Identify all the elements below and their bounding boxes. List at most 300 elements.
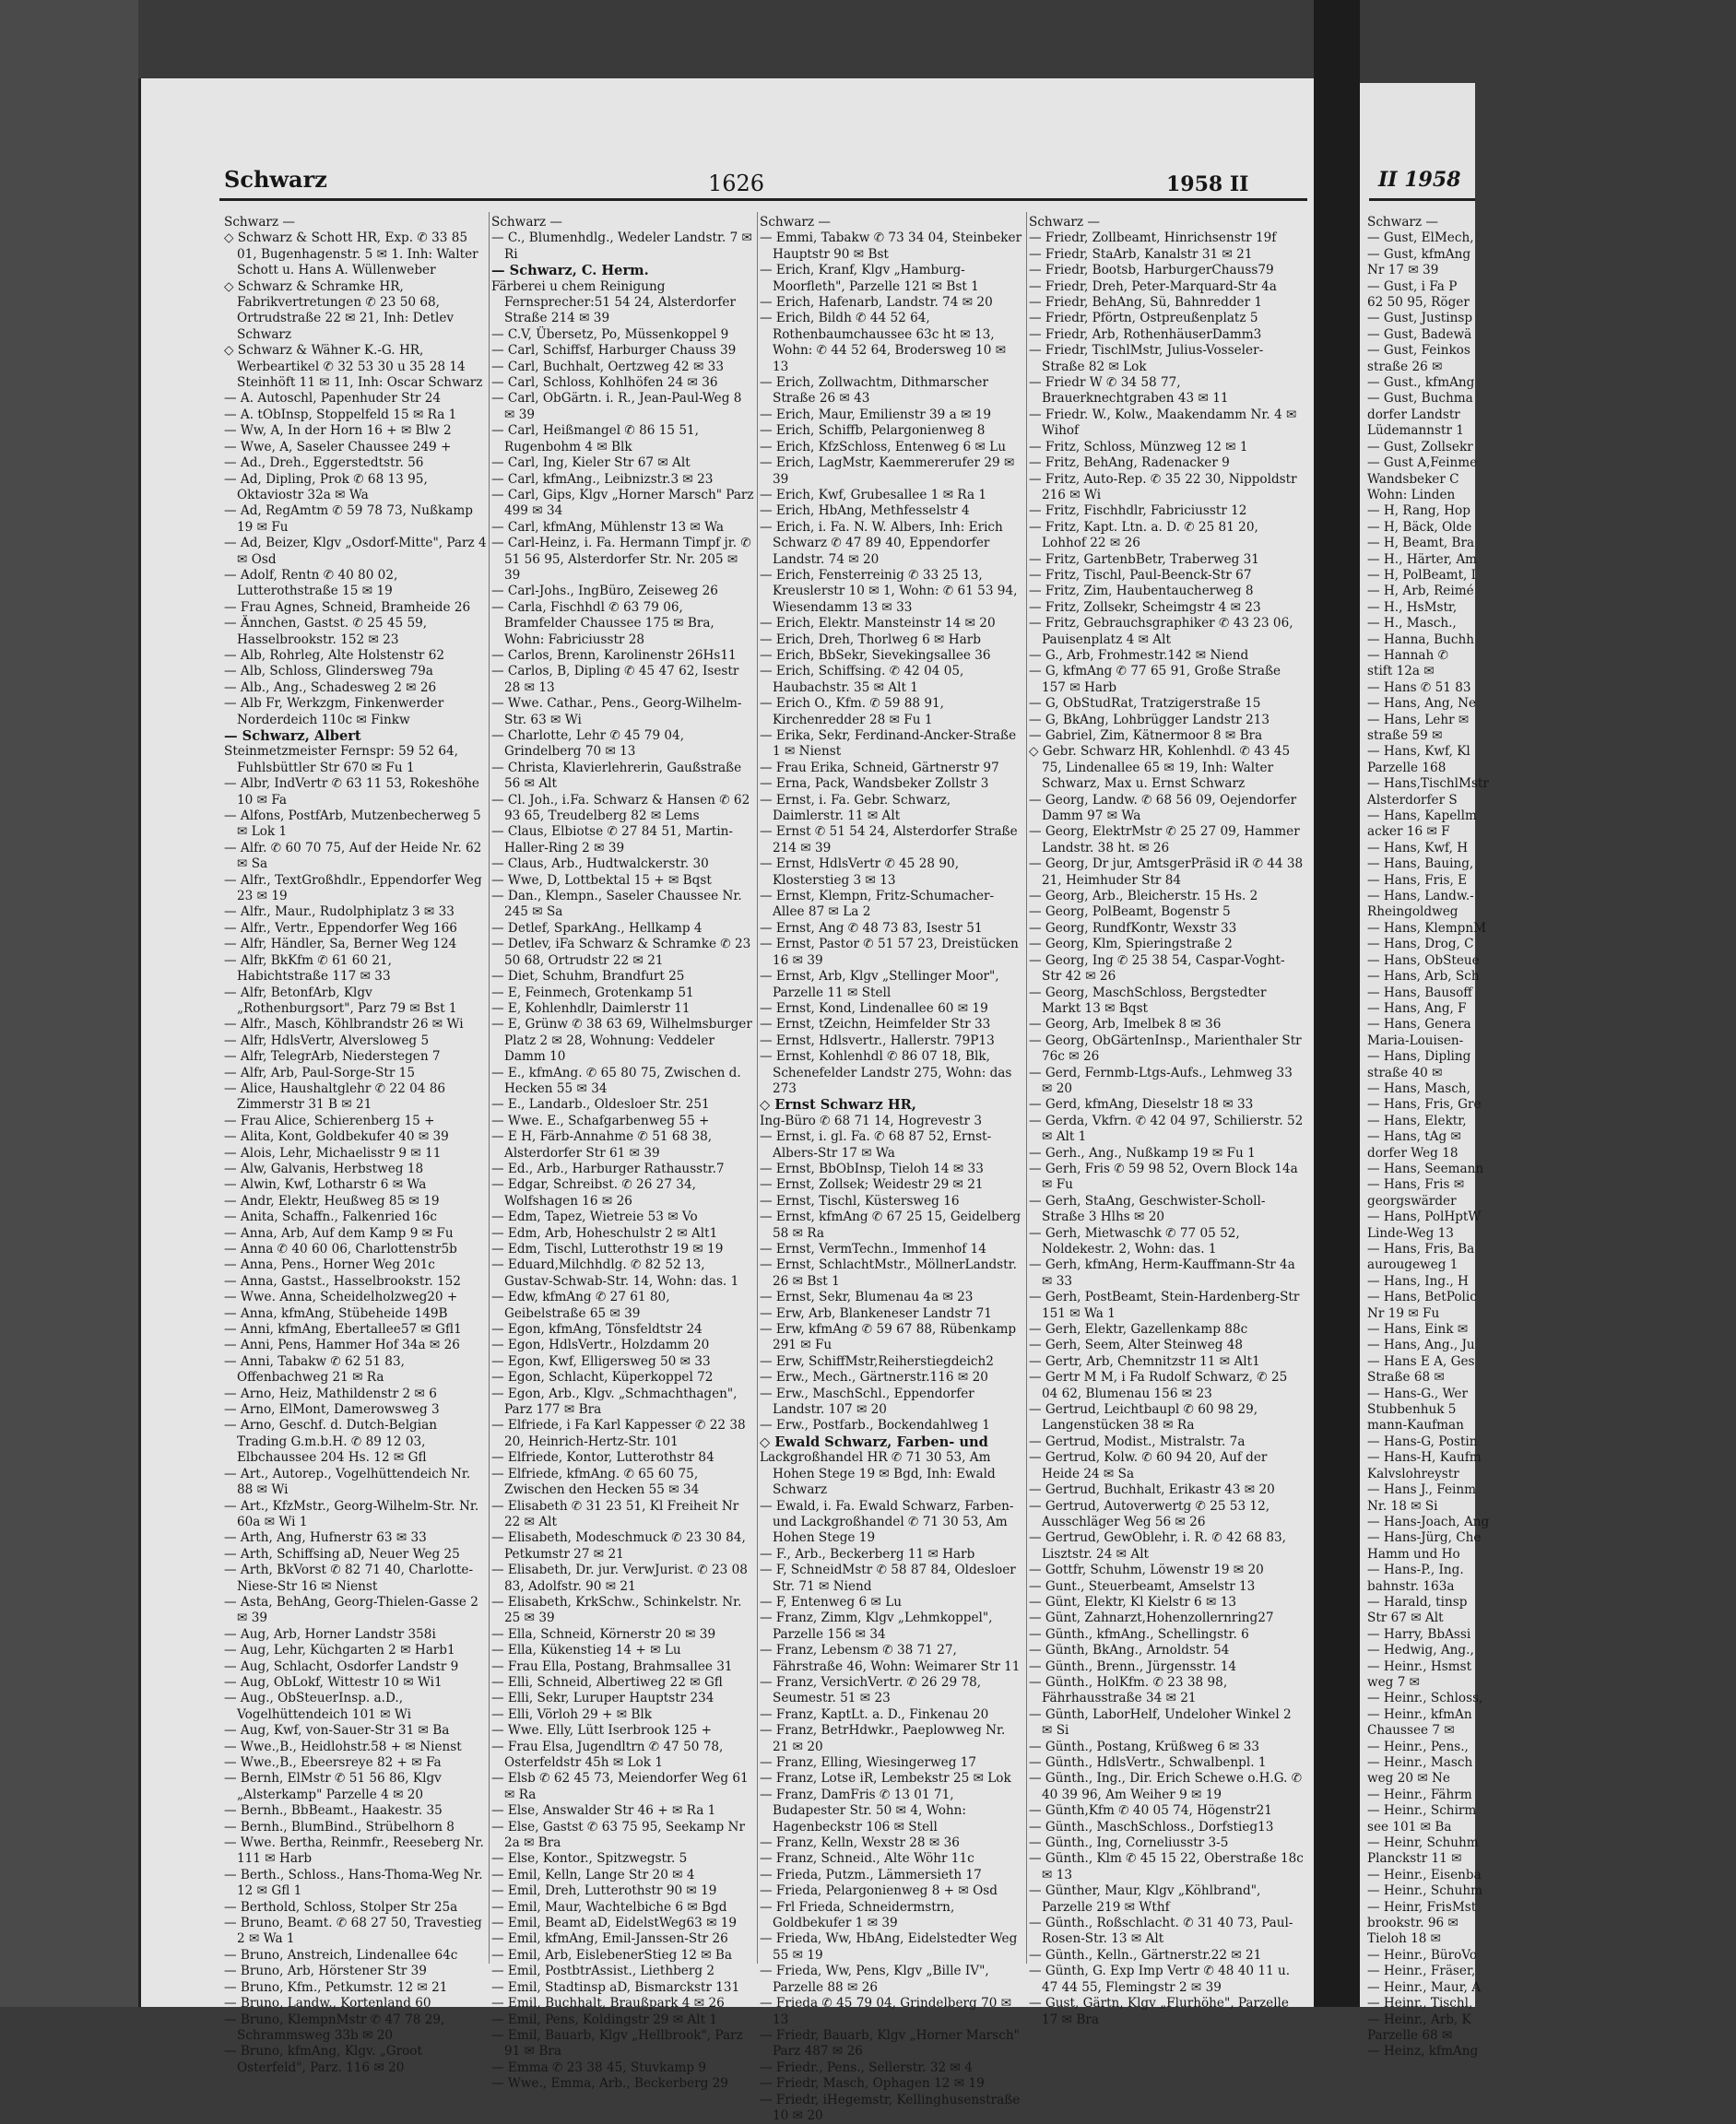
facing-page-line: — H, Bäck, Olde (1367, 519, 1472, 535)
directory-entry: — Aug, Kwf, von-Sauer-Str 31 ✉ Ba (224, 1723, 450, 1739)
directory-entry: — Wwe. Elly, Lütt Iserbrook 125 + (491, 1723, 713, 1739)
directory-entry: — Else, Gastst ✆ 63 75 95, Seekamp Nr 2a ✉ Bra (491, 1819, 745, 1851)
directory-entry: — G, kfmAng ✆ 77 65 91, Große Straße 157 ✉ Harb (1029, 664, 1281, 695)
facing-page-line: Stubbenhuk 5 (1367, 1402, 1457, 1418)
directory-entry: — Egon, Schlacht, Küperkoppel 72 (491, 1370, 714, 1386)
directory-entry: — Günth., MaschSchloss., Dorfstieg13 (1029, 1819, 1274, 1835)
directory-entry: — Gertr M M, i Fa Rudolf Schwarz, ✆ 25 04 62, Blumenau 156 ✉ 23 (1029, 1370, 1288, 1401)
directory-entry: ◇ Schwarz & Schramke HR, Fabrikvertretungen ✆ 23 50 68, Ortrudstraße 22 ✉ 21, Inh: Detlev Schwarz (224, 278, 455, 342)
directory-entry: — Bruno, Anstreich, Lindenallee 64c (224, 1947, 458, 1963)
directory-entry: — Alfr., Maur., Rudolphiplatz 3 ✉ 33 (224, 904, 455, 920)
directory-entry: — Friedr, TischlMstr, Julius-Vosseler-Straße 82 ✉ Lok (1029, 343, 1264, 374)
facing-page-line: Planckstr 11 ✉ (1367, 1851, 1462, 1867)
facing-page-line: weg 7 ✉ (1367, 1674, 1421, 1690)
facing-page-line: acker 16 ✉ F (1367, 824, 1450, 840)
directory-entry: — Friedr W ✆ 34 58 77, Brauerknechtgraben 43 ✉ 11 (1029, 375, 1229, 407)
directory-entry: — Alb, Rohrleg, Alte Holstenstr 62 (224, 647, 445, 663)
directory-entry: Lackgroßhandel HR ✆ 71 30 53, Am Hohen Stege 19 ✉ Bgd, Inh: Ewald Schwarz (760, 1450, 996, 1498)
directory-entry: — Elisabeth, KrkSchw., Schinkelstr. Nr. 25 ✉ 39 (491, 1594, 742, 1626)
directory-entry: — Alfons, PostfArb, Mutzenbecherweg 5 ✉ Lok 1 (224, 808, 481, 840)
directory-entry: — Alfr., Vertr., Eppendorfer Weg 166 (224, 920, 457, 936)
directory-entry: — Alb Fr, Werkzgm, Finkenwerder Norderdeich 110c ✉ Finkw (224, 696, 444, 727)
facing-page-line: dorfer Landstr (1367, 407, 1460, 422)
directory-entry: — Wwe. Anna, Scheidelholzweg20 + (224, 1290, 458, 1305)
facing-page-line: — H., HsMstr, (1367, 599, 1458, 615)
facing-page-line: — Hannah ✆ (1367, 647, 1448, 663)
directory-entry: — Gabriel, Zim, Kätnermoor 8 ✉ Bra (1029, 728, 1263, 743)
directory-entry: — E., kfmAng. ✆ 65 80 75, Zwischen d. Hecken 55 ✉ 34 (491, 1065, 741, 1096)
directory-entry: — Gottfr, Schuhm, Löwenstr 19 ✉ 20 (1029, 1563, 1264, 1578)
facing-page-line: — Gust, Buchma (1367, 391, 1473, 407)
running-header-name: Schwarz (224, 166, 327, 193)
directory-entry: — Erw., MaschSchl., Eppendorfer Landstr. 107 ✉ 20 (760, 1386, 974, 1418)
directory-entry: — Georg, ObGärtenInsp., Marienthaler Str 76c ✉ 26 (1029, 1032, 1302, 1065)
facing-page-line: — H, Rang, Hop (1367, 503, 1470, 519)
directory-entry: — Bruno, Beamt. ✆ 68 27 50, Travestieg 2 ✉ Wa 1 (224, 1916, 482, 1947)
directory-entry: — Emil, Beamt aD, EidelstWeg63 ✉ 19 (491, 1916, 738, 1931)
facing-page-line: — Hans, Bauing, (1367, 856, 1474, 872)
directory-entry: — Erich, Elektr. Mansteinstr 14 ✉ 20 (760, 616, 996, 631)
directory-entry: — Wwe. E., Schafgarbenweg 55 + (491, 1113, 710, 1128)
directory-entry: — Alw, Galvanis, Herbstweg 18 (224, 1161, 424, 1176)
directory-entry: — Frau Erika, Schneid, Gärtnerstr 97 (760, 760, 999, 775)
directory-entry: — Ännchen, Gastst. ✆ 25 45 59, Hasselbrookstr. 152 ✉ 23 (224, 616, 428, 647)
directory-entry: — Arno, Heiz, Mathildenstr 2 ✉ 6 (224, 1386, 437, 1401)
directory-entry: — Carl-Heinz, i. Fa. Hermann Timpf jr. ✆ 51 56 95, Alsterdorfer Str. Nr. 205 ✉ 39 (491, 536, 751, 583)
facing-page-line: — Hans, Fris, Gre (1367, 1097, 1482, 1113)
facing-page-line: Tieloh 18 ✉ (1367, 1931, 1442, 1947)
facing-page-line: — Gust, Feinkos (1367, 343, 1470, 359)
directory-entry: — Günth., Postang, Krüßweg 6 ✉ 33 (1029, 1739, 1260, 1754)
facing-page-header: II 1958 (1378, 168, 1461, 192)
facing-page-line: — Hans, Landw.- (1367, 889, 1474, 904)
directory-entry: — Elsb ✆ 62 45 73, Meiendorfer Weg 61 ✉ Ra (491, 1771, 749, 1802)
directory-entry: — Erich, BbSekr, Sievekingsallee 36 (760, 647, 991, 663)
directory-entry: — Gust, Gärtn, Klgv „Flurhöhe", Parzelle 17 ✉ Bra (1029, 1996, 1289, 2027)
directory-entry: — Ernst, Kond, Lindenallee 60 ✉ 19 (760, 1000, 988, 1016)
directory-entry: — Carla, Fischhdl ✆ 63 79 06, Bramfelder Chaussee 175 ✉ Bra, Wohn: Fabriciusstr 28 (491, 599, 714, 647)
directory-entry: — Egon, HdlsVertr., Holzdamm 20 (491, 1338, 710, 1353)
directory-column-1 (224, 215, 487, 2075)
directory-entry: — Emil, Bauarb, Klgv „Hellbrook", Parz 91 ✉ Bra (491, 2027, 743, 2059)
facing-page-line: — Hans, Fris, E (1367, 872, 1468, 888)
directory-entry: — Alfr, TelegrArb, Niederstegen 7 (224, 1049, 441, 1065)
directory-entry: — Erich, Schiffsing. ✆ 42 04 05, Haubachstr. 35 ✉ Alt 1 (760, 664, 964, 695)
facing-page-line: — Gust, ElMech, (1367, 230, 1474, 246)
directory-entry: — Emmi, Tabakw ✆ 73 34 04, Steinbeker Hauptstr 90 ✉ Bst (760, 230, 1022, 262)
facing-page-line: Kalvslohreystr (1367, 1466, 1459, 1481)
directory-entry: — Friedr, Bootsb, HarburgerChauss79 (1029, 263, 1274, 278)
directory-entry: — Ernst, Zollsek; Weidestr 29 ✉ 21 (760, 1177, 984, 1193)
facing-page-line: — Hans, Fris, Ba (1367, 1242, 1475, 1257)
directory-entry: Steinmetzmeister Fernspr: 59 52 64, Fuhlsbüttler Str 670 ✉ Fu 1 (224, 744, 458, 775)
directory-entry: — Ed., Arb., Harburger Rathausstr.7 (491, 1161, 725, 1176)
directory-entry: — Carlos, Brenn, Karolinenstr 26Hs11 (491, 647, 737, 663)
directory-entry: — Erich, LagMstr, Kaemmererufer 29 ✉ 39 (760, 455, 1015, 487)
directory-entry: — Anna ✆ 40 60 06, Charlottenstr5b (224, 1242, 457, 1257)
directory-entry: — Ella, Schneid, Körnerstr 20 ✉ 39 (491, 1626, 716, 1642)
facing-page-line: — Hans ✆ 51 83 (1367, 679, 1471, 695)
directory-entry: — Fritz, Kapt. Ltn. a. D. ✆ 25 81 20, Lohhof 22 ✉ 26 (1029, 519, 1258, 551)
directory-entry: — Alfr, BetonfArb, Klgv „Rothenburgsort", Parz 79 ✉ Bst 1 (224, 985, 457, 1016)
facing-page-line: — Hans, Ang., Ju (1367, 1338, 1475, 1353)
facing-page-line: — Hedwig, Ang., (1367, 1643, 1474, 1658)
directory-entry: — Albr, IndVertr ✆ 63 11 53, Rokeshöhe 10 ✉ Fa (224, 776, 479, 808)
directory-entry: — Gerh, Mietwaschk ✆ 77 05 52, Noldekestr. 2, Wohn: das. 1 (1029, 1225, 1240, 1257)
directory-entry: — Georg, Klm, Spieringstraße 2 (1029, 937, 1233, 952)
directory-entry: — Aug, ObLokf, Wittestr 10 ✉ Wi1 (224, 1674, 443, 1690)
directory-entry: — Carl, kfmAng, Mühlenstr 13 ✉ Wa (491, 519, 725, 535)
directory-entry: — Gertrud, Kolw. ✆ 60 94 20, Auf der Heide 24 ✉ Sa (1029, 1450, 1268, 1481)
directory-entry: — Friedr, iHegemstr, Kellinghusenstraße 10 ✉ 20 (760, 2092, 1021, 2123)
directory-entry: — Franz, VersichVertr. ✆ 26 29 78, Seumestr. 51 ✉ 23 (760, 1674, 982, 1706)
facing-page-line: Str 67 ✉ Alt (1367, 1611, 1444, 1626)
directory-entry: — Fritz, Auto-Rep. ✆ 35 22 30, Nippoldstr 216 ✉ Wi (1029, 471, 1297, 502)
directory-entry: — Frieda, Putzm., Lämmersieth 17 (760, 1867, 982, 1882)
directory-entry: — Ad., Dreh., Eggerstedtstr. 56 (224, 455, 424, 471)
facing-page-line: Straße 68 ✉ (1367, 1370, 1445, 1386)
facing-page-line: Nr 19 ✉ Fu (1367, 1305, 1440, 1321)
directory-entry: — Ernst, tZeichn, Heimfelder Str 33 (760, 1017, 991, 1032)
directory-entry: — Erich, Kranf, Klgv „Hamburg-Moorfleth", Parzelle 121 ✉ Bst 1 (760, 263, 979, 294)
directory-entry: — Asta, BehAng, Georg-Thielen-Gasse 2 ✉ 39 (224, 1594, 478, 1626)
directory-entry: — C.V, Übersetz, Po, Müssenkoppel 9 (491, 326, 729, 342)
facing-page-line: — Heinr, FrisMst (1367, 1899, 1477, 1915)
directory-entry: — Erich, KfzSchloss, Entenweg 6 ✉ Lu (760, 439, 1006, 454)
facing-page-line: — Hans, ObSteue (1367, 952, 1480, 968)
directory-entry: — Erich, HbAng, Methfesselstr 4 (760, 503, 970, 519)
scan-left-margin (0, 0, 138, 2007)
directory-entry: — Cl. Joh., i.Fa. Schwarz & Hansen ✆ 62 93 65, Treudelberg 82 ✉ Lems (491, 792, 750, 824)
directory-entry: — E H, Färb-Annahme ✆ 51 68 38, Alsterdorfer Str 61 ✉ 39 (491, 1129, 713, 1161)
directory-entry: — Else, Answalder Str 46 + ✉ Ra 1 (491, 1803, 716, 1819)
directory-entry: — Georg, Ing ✆ 25 38 54, Caspar-Voght-Str 42 ✉ 26 (1029, 952, 1285, 985)
directory-entry: ◇ Gebr. Schwarz HR, Kohlenhdl. ✆ 43 45 75, Lindenallee 65 ✉ 19, Inh: Walter Schwarz, Max u. Ernst Schwarz (1029, 744, 1291, 792)
facing-page-line: — Heinr., Fährm (1367, 1787, 1472, 1802)
directory-entry: — Ww, A, In der Horn 16 + ✉ Blw 2 (224, 423, 452, 439)
directory-entry: — Gerd, kfmAng, Dieselstr 18 ✉ 33 (1029, 1097, 1254, 1113)
directory-entry: — Gerh, StaAng, Geschwister-Scholl-Straße 3 Hlhs ✉ 20 (1029, 1193, 1266, 1225)
directory-entry: — Detlef, SparkAng., Hellkamp 4 (491, 920, 703, 936)
directory-entry: — Fritz, GartenbBetr, Traberweg 31 (1029, 551, 1259, 567)
directory-entry: — Emil, Kelln, Lange Str 20 ✉ 4 (491, 1867, 695, 1882)
directory-entry: — Edm, Tapez, Wietreie 53 ✉ Vo (491, 1210, 698, 1225)
facing-page-line: stift 12a ✉ (1367, 664, 1435, 679)
facing-page-line: 62 50 95, Röger (1367, 295, 1470, 311)
directory-entry: — Carl, Ing, Kieler Str 67 ✉ Alt (491, 455, 691, 471)
directory-entry: — Fritz, Tischl, Paul-Beenck-Str 67 (1029, 567, 1252, 583)
facing-page-line: — H., Härter, Am (1367, 551, 1478, 567)
directory-entry: — Emil, Arb, EislebenerStieg 12 ✉ Ba (491, 1947, 733, 1963)
directory-entry: — Erich, Kwf, Grubesallee 1 ✉ Ra 1 (760, 487, 987, 502)
directory-entry: — Carl, ObGärtn. i. R., Jean-Paul-Weg 8 ✉ 39 (491, 391, 742, 422)
directory-entry: — Günth., HolKfm. ✆ 23 38 98, Fährhausstraße 34 ✉ 21 (1029, 1674, 1228, 1706)
directory-entry: — Friedr, StaArb, Kanalstr 31 ✉ 21 (1029, 246, 1253, 262)
directory-entry: Schwarz — (491, 215, 562, 230)
directory-entry: — Georg, Arb, Imelbek 8 ✉ 36 (1029, 1017, 1222, 1032)
directory-entry: — Anna, Pens., Horner Weg 201c (224, 1257, 435, 1273)
directory-entry: — Franz, BetrHdwkr., Paeplowweg Nr. 21 ✉ 20 (760, 1723, 1006, 1754)
directory-entry: — Arno, ElMont, Damerowsweg 3 (224, 1402, 440, 1418)
directory-entry: — Edw, kfmAng ✆ 27 61 80, Geibelstraße 65 ✉ 39 (491, 1290, 670, 1321)
directory-entry: — Bernh, ElMstr ✆ 51 56 86, Klgv „Alsterkamp" Parzelle 4 ✉ 20 (224, 1771, 442, 1802)
directory-entry: — Carl, Schiffsf, Harburger Chauss 39 (491, 343, 737, 359)
facing-page-line: — Hans,TischlMstr (1367, 776, 1489, 792)
directory-entry: — Günther, Maur, Klgv „Köhlbrand", Parzelle 219 ✉ Wthf (1029, 1883, 1261, 1915)
directory-entry: — Wwe., Emma, Arb., Beckerberg 29 (491, 2076, 728, 2092)
directory-entry: — Georg, Dr jur, AmtsgerPräsid iR ✆ 44 38 21, Heimhuder Str 84 (1029, 856, 1304, 888)
directory-entry: — Günth., HdlsVertr., Schwalbenpl. 1 (1029, 1755, 1267, 1770)
directory-entry: — Bruno, Arb, Hörstener Str 39 (224, 1964, 427, 1979)
facing-page-line: — Hans, Ang, Ne (1367, 696, 1477, 712)
directory-entry: — Emil, Stadtinsp aD, Bismarckstr 131 (491, 1979, 740, 1995)
directory-entry: — Elfriede, Kontor, Lutterothstr 84 (491, 1450, 714, 1466)
directory-entry: — Gerh, PostBeamt, Stein-Hardenberg-Str 151 ✉ Wa 1 (1029, 1290, 1300, 1321)
directory-entry: — Claus, Arb., Hudtwalckerstr. 30 (491, 856, 709, 872)
directory-entry: — Gerh, Fris ✆ 59 98 52, Overn Block 14a ✉ Fu (1029, 1161, 1298, 1193)
facing-page-line: — Hans-G, Postin (1367, 1434, 1478, 1449)
directory-entry: — Georg, Arb., Bleicherstr. 15 Hs. 2 (1029, 889, 1258, 904)
directory-entry: — Günth., Roßschlacht. ✆ 31 40 73, Paul-Rosen-Str. 13 ✉ Alt (1029, 1916, 1293, 1947)
facing-page-line: — Hans, Eink ✉ (1367, 1322, 1469, 1338)
directory-entry: — Wwe.,B., Heidlohstr.58 + ✉ Nienst (224, 1739, 462, 1754)
directory-entry: — Friedr, Pförtn, Ostpreußenplatz 5 (1029, 311, 1258, 326)
directory-entry: — Gerda, Vkfrn. ✆ 42 04 97, Schilierstr. 52 ✉ Alt 1 (1029, 1113, 1304, 1145)
facing-page-line: — Hans-Joach, Ang (1367, 1514, 1490, 1529)
column-divider (489, 212, 490, 1964)
facing-page-line: weg 20 ✉ Ne (1367, 1771, 1450, 1787)
directory-entry: — E, Kohlenhdlr, Daimlerstr 11 (491, 1000, 691, 1016)
facing-page-line: — Heinr., Pens., (1367, 1739, 1469, 1754)
directory-entry: — Edm, Arb, Hoheschulstr 2 ✉ Alt1 (491, 1225, 718, 1241)
facing-page-line: — Hans, Ing., H (1367, 1273, 1469, 1289)
directory-entry: — Alb., Ang., Schadesweg 2 ✉ 26 (224, 679, 437, 695)
directory-entry: — Carl, Gips, Klgv „Horner Marsch" Parz 499 ✉ 34 (491, 487, 754, 519)
directory-entry: — Bruno, Landw., Kortenland 60 (224, 1996, 431, 2012)
directory-entry: — Ernst, Ang ✆ 48 73 83, Isestr 51 (760, 920, 983, 936)
facing-page-line: Maria-Louisen- (1367, 1032, 1464, 1048)
facing-page-rule (1369, 198, 1475, 201)
directory-entry: — Elli, Sekr, Luruper Hauptstr 234 (491, 1691, 714, 1706)
facing-page-line: — Hans-Jürg, Che (1367, 1530, 1482, 1546)
facing-page-line: — Gust, Badewä (1367, 326, 1472, 342)
directory-entry: — Frau Ella, Postang, Brahmsallee 31 (491, 1658, 733, 1674)
directory-entry: — Erika, Sekr, Ferdinand-Ancker-Straße 1 ✉ Nienst (760, 728, 1017, 760)
facing-page-line: — Gust A,Feinme (1367, 455, 1478, 471)
directory-entry: — Erich O., Kfm. ✆ 59 88 91, Kirchenredder 28 ✉ Fu 1 (760, 696, 944, 727)
directory-entry: — Schwarz, C. Herm. (491, 263, 649, 279)
directory-entry: — Elisabeth, Dr. jur. VerwJurist. ✆ 23 08 83, Adolfstr. 90 ✉ 21 (491, 1563, 748, 1594)
directory-entry: — F, SchneidMstr ✆ 58 87 84, Oldesloer Str. 71 ✉ Niend (760, 1563, 1016, 1594)
directory-entry: — C., Blumenhdlg., Wedeler Landstr. 7 ✉ Ri (491, 230, 752, 262)
directory-entry: — E, Feinmech, Grotenkamp 51 (491, 985, 694, 1000)
facing-page-line: — H, PolBeamt, I (1367, 567, 1477, 583)
facing-page-line: — Hans-H, Kaufm (1367, 1450, 1482, 1466)
directory-entry: ◇ Ernst Schwarz HR, (760, 1097, 916, 1114)
directory-entry: — Erich, Maur, Emilienstr 39 a ✉ 19 (760, 407, 992, 422)
directory-entry: — Erich, Bildh ✆ 44 52 64, Rothenbaumchaussee 63c ht ✉ 13, Wohn: ✆ 44 52 64, Brodersweg 10 ✉ 13 (760, 311, 1007, 374)
directory-entry: — Frieda, Ww, HbAng, Eidelstedter Weg 55 ✉ 19 (760, 1931, 1018, 1963)
directory-entry: — Ernst, Tischl, Küstersweg 16 (760, 1193, 960, 1209)
directory-entry: — Erich, Fensterreinig ✆ 33 25 13, Kreuslerstr 10 ✉ 1, Wohn: ✆ 61 53 94, Wiesendamm 13 ✉ 33 (760, 567, 1018, 615)
directory-entry: — Carl, Schloss, Kohlhöfen 24 ✉ 36 (491, 375, 718, 391)
directory-entry: — Fritz, Schloss, Münzweg 12 ✉ 1 (1029, 439, 1248, 454)
directory-entry: — Arth, BkVorst ✆ 82 71 40, Charlotte-Niese-Str 16 ✉ Nienst (224, 1563, 474, 1594)
directory-entry: — Gunt., Steuerbeamt, Amselstr 13 (1029, 1578, 1256, 1594)
directory-entry: — Aug, Arb, Horner Landstr 358i (224, 1626, 436, 1642)
facing-page-line: Hamm und Ho (1367, 1546, 1460, 1562)
directory-entry: — Frieda, Pelargonienweg 8 + ✉ Osd (760, 1883, 998, 1899)
directory-entry: — Anita, Schaffn., Falkenried 16c (224, 1210, 438, 1225)
directory-entry: — Bernh., BlumBind., Strübelhorn 8 (224, 1819, 455, 1835)
directory-entry: — Franz, KaptLt. a. D., Finkenau 20 (760, 1706, 989, 1722)
directory-entry: — Emma ✆ 23 38 45, Stuvkamp 9 (491, 2059, 707, 2075)
directory-entry: — Wwe, D, Lottbektal 15 + ✉ Bqst (491, 872, 712, 888)
facing-page-line: — Heinr., Schloss, (1367, 1691, 1483, 1706)
directory-entry: — Wwe. Cathar., Pens., Georg-Wilhelm-Str. 63 ✉ Wi (491, 696, 742, 727)
directory-entry: — Erich, i. Fa. N. W. Albers, Inh: Erich Schwarz ✆ 47 89 40, Eppendorfer Landstr. 74 ✉ 20 (760, 519, 1003, 567)
directory-entry: — Georg, PolBeamt, Bogenstr 5 (1029, 904, 1231, 920)
directory-entry: Schwarz — (1029, 215, 1100, 230)
directory-entry: — E., Landarb., Oldesloer Str. 251 (491, 1097, 710, 1113)
directory-entry: — Friedr, Masch, Ophagen 12 ✉ 19 (760, 2076, 985, 2092)
directory-entry: — Günt, Elektr, Kl Kielstr 6 ✉ 13 (1029, 1594, 1237, 1610)
directory-entry: — Erw, kfmAng ✆ 59 67 88, Rübenkamp 291 ✉ Fu (760, 1322, 1017, 1353)
facing-page-line: — Heinr, Schuhm (1367, 1835, 1479, 1851)
directory-entry: — Ernst, Pastor ✆ 51 57 23, Dreistücken 16 ✉ 39 (760, 937, 1019, 968)
directory-entry: — G, ObStudRat, Tratzigerstraße 15 (1029, 696, 1261, 712)
directory-entry: — Ernst, BbObInsp, Tieloh 14 ✉ 33 (760, 1161, 984, 1176)
facing-page-line: — Hans, Elektr, (1367, 1113, 1467, 1128)
directory-entry: — Günth., Brenn., Jürgensstr. 14 (1029, 1658, 1237, 1674)
directory-entry: — E, Grünw ✆ 38 63 69, Wilhelmsburger Platz 2 ✉ 28, Wohnung: Veddeler Damm 10 (491, 1017, 752, 1065)
facing-page-line: — Hans, Dipling (1367, 1049, 1471, 1065)
facing-page-line: Nr 17 ✉ 39 (1367, 263, 1439, 278)
directory-entry: — Alb, Schloss, Glindersweg 79a (224, 664, 433, 679)
directory-column-4 (1029, 215, 1304, 2027)
facing-page-line: — Hans, Genera (1367, 1017, 1471, 1032)
directory-entry: — Anni, Tabakw ✆ 62 51 83, Offenbachweg 21 ✉ Ra (224, 1353, 405, 1386)
book-gutter (1314, 0, 1360, 2007)
directory-entry: — Carl-Johs., IngBüro, Zeiseweg 26 (491, 584, 718, 599)
directory-entry: — Charlotte, Lehr ✆ 45 79 04, Grindelberg 70 ✉ 13 (491, 728, 685, 760)
directory-entry: — Alice, Haushaltglehr ✆ 22 04 86 Zimmerstr 31 B ✉ 21 (224, 1080, 446, 1113)
directory-entry: — Erich, Hafenarb, Landstr. 74 ✉ 20 (760, 295, 993, 311)
facing-page-line: Parzelle 168 (1367, 760, 1447, 775)
facing-page-line: — Hans, Bausoff (1367, 985, 1472, 1000)
directory-entry: — Emil, Maur, Wachtelbiche 6 ✉ Bgd (491, 1899, 727, 1915)
directory-column-3 (760, 215, 1022, 2123)
facing-page-line: georgswärder (1367, 1193, 1457, 1209)
directory-entry: — Alfr., TextGroßhdlr., Eppendorfer Weg 23 ✉ 19 (224, 872, 482, 904)
directory-entry: — Franz, Schneid., Alte Wöhr 11c (760, 1851, 974, 1867)
directory-entry: — Art., Autorep., Vogelhüttendeich Nr. 88 ✉ Wi (224, 1466, 471, 1498)
directory-entry: — Emil, PostbtrAssist., Liethberg 2 (491, 1964, 715, 1979)
running-header-year: 1958 II (1166, 172, 1249, 196)
directory-entry: — Ewald, i. Fa. Ewald Schwarz, Farben- und Lackgroßhandel ✆ 71 30 53, Am Hohen Stege 19 (760, 1498, 1014, 1546)
facing-page-line: — Gust, Zollsekr (1367, 439, 1473, 454)
facing-page-line: — Gust, i Fa P (1367, 278, 1458, 294)
directory-entry: — Frau Elsa, Jugendltrn ✆ 47 50 78, Osterfeldstr 45h ✉ Lok 1 (491, 1739, 724, 1770)
facing-page-line: — Hans J., Feinm (1367, 1482, 1477, 1498)
directory-entry: — Berth., Schloss., Hans-Thoma-Weg Nr. 12 ✉ Gfl 1 (224, 1867, 483, 1899)
facing-page-line: — Hans, Masch, (1367, 1080, 1470, 1096)
directory-entry: Färberei u chem Reinigung Fernsprecher:51 54 24, Alsterdorfer Straße 214 ✉ 39 (491, 278, 736, 326)
facing-page-line: — H, Arb, Reimé (1367, 584, 1474, 599)
directory-entry: — Anna, kfmAng, Stübeheide 149B (224, 1305, 448, 1321)
directory-entry: — Erw., Mech., Gärtnerstr.116 ✉ 20 (760, 1370, 988, 1386)
facing-page-line: bahnstr. 163a (1367, 1578, 1455, 1594)
directory-entry: — Fritz, Fischhdlr, Fabriciusstr 12 (1029, 503, 1247, 519)
facing-page-line: Schwarz — (1367, 215, 1438, 230)
directory-entry: — Günth., Klm ✆ 45 15 22, Oberstraße 18c ✉ 13 (1029, 1851, 1304, 1882)
directory-entry: — Franz, Elling, Wiesingerweg 17 (760, 1755, 977, 1770)
directory-entry: — Friedr, Zollbeamt, Hinrichsenstr 19f (1029, 230, 1277, 246)
directory-entry: — Fritz, Zim, Haubentaucherweg 8 (1029, 584, 1254, 599)
facing-page-line: Alsterdorfer S (1367, 792, 1458, 808)
directory-entry: — Gerh, Seem, Alter Steinweg 48 (1029, 1338, 1244, 1353)
facing-page-line: Wohn: Linden (1367, 487, 1456, 502)
directory-entry: — Elli, Schneid, Albertiweg 22 ✉ Gfl (491, 1674, 723, 1690)
directory-entry: — Friedr, Arb, RothenhäuserDamm3 (1029, 326, 1262, 342)
directory-entry: — F, Entenweg 6 ✉ Lu (760, 1594, 902, 1610)
facing-page-line: — Hans, Kapellm (1367, 808, 1477, 824)
directory-entry: — Friedr, Bauarb, Klgv „Horner Marsch" Parz 487 ✉ 26 (760, 2027, 1020, 2059)
directory-entry: — Elfriede, kfmAng. ✆ 65 60 75, Zwischen den Hecken 55 ✉ 34 (491, 1466, 700, 1498)
directory-entry: — Carl, Buchhalt, Oertzweg 42 ✉ 33 (491, 359, 724, 374)
facing-page-line: — Hans, Kwf, H (1367, 840, 1469, 856)
directory-entry: Ing-Büro ✆ 68 71 14, Hogrevestr 3 (760, 1113, 982, 1128)
facing-page-line: straße 40 ✉ (1367, 1065, 1443, 1080)
directory-entry: — Georg, Landw. ✆ 68 56 09, Oejendorfer Damm 97 ✉ Wa (1029, 792, 1297, 824)
directory-entry: — Bruno, Kfm., Petkumstr. 12 ✉ 21 (224, 1979, 448, 1995)
directory-entry: — Ella, Kükenstieg 14 + ✉ Lu (491, 1643, 681, 1658)
facing-page-line: straße 26 ✉ (1367, 359, 1443, 374)
directory-entry: — Ad, Dipling, Prok ✆ 68 13 95, Oktaviostr 32a ✉ Wa (224, 471, 428, 502)
directory-entry: — Wwe. Bertha, Reinmfr., Reeseberg Nr. 111 ✉ Harb (224, 1835, 484, 1867)
facing-page-line: — Harald, tinsp (1367, 1594, 1468, 1610)
directory-entry: — Alfr, Arb, Paul-Sorge-Str 15 (224, 1065, 415, 1080)
directory-entry: — Arth, Ang, Hufnerstr 63 ✉ 33 (224, 1530, 427, 1546)
directory-column-2 (491, 215, 754, 2092)
directory-entry: — Detlev, iFa Schwarz & Schramke ✆ 23 50 68, Ortrudstr 22 ✉ 21 (491, 937, 751, 968)
directory-entry: — Ernst, Hdlsvertr., Hallerstr. 79P13 (760, 1032, 995, 1048)
directory-entry: — Erna, Pack, Wandsbeker Zollstr 3 (760, 776, 989, 792)
facing-page-line: Lüdemannstr 1 (1367, 423, 1464, 439)
facing-page-line: — Hans, BetPolic (1367, 1290, 1477, 1305)
facing-page-line: — Hans, PolHptW (1367, 1210, 1482, 1225)
directory-entry: — Günth., kfmAng., Schellingstr. 6 (1029, 1626, 1249, 1642)
facing-page-line: — Hans, Arb, Sch (1367, 969, 1480, 985)
directory-entry: — Christa, Klavierlehrerin, Gaußstraße 56 ✉ Alt (491, 760, 742, 792)
facing-page-line: — Gust., kfmAng (1367, 375, 1475, 391)
facing-page-line: see 101 ✉ Ba (1367, 1819, 1452, 1835)
directory-entry: — Edgar, Schreibst. ✆ 26 27 34, Wolfshagen 16 ✉ 26 (491, 1177, 696, 1209)
directory-entry: — Ernst, HdlsVertr ✆ 45 28 90, Klosterstieg 3 ✉ 13 (760, 856, 960, 888)
directory-entry: — Gertrud, Leichtbaupl ✆ 60 98 29, Langenstücken 38 ✉ Ra (1029, 1402, 1258, 1434)
facing-page-line: Rheingoldweg (1367, 904, 1458, 920)
facing-page-line: — H., Masch., (1367, 616, 1457, 631)
directory-entry: — Günth, BkAng., Arnoldstr. 54 (1029, 1643, 1230, 1658)
directory-entry: — Erich, Schiffb, Pelargonienweg 8 (760, 423, 986, 439)
directory-entry: — Frau Agnes, Schneid, Bramheide 26 (224, 599, 471, 615)
directory-entry: — Ernst, i. gl. Fa. ✆ 68 87 52, Ernst-Albers-Str 17 ✉ Wa (760, 1129, 992, 1161)
directory-page (138, 78, 1317, 2123)
directory-entry: — Franz, Kelln, Wexstr 28 ✉ 36 (760, 1835, 960, 1851)
facing-page-line: — Heinr., Masch (1367, 1755, 1473, 1770)
directory-entry: — Friedr. W., Kolw., Maakendamm Nr. 4 ✉ Wihof (1029, 407, 1297, 439)
directory-entry: — Erw, SchiffMstr,Reiherstiegdeich2 (760, 1353, 994, 1369)
